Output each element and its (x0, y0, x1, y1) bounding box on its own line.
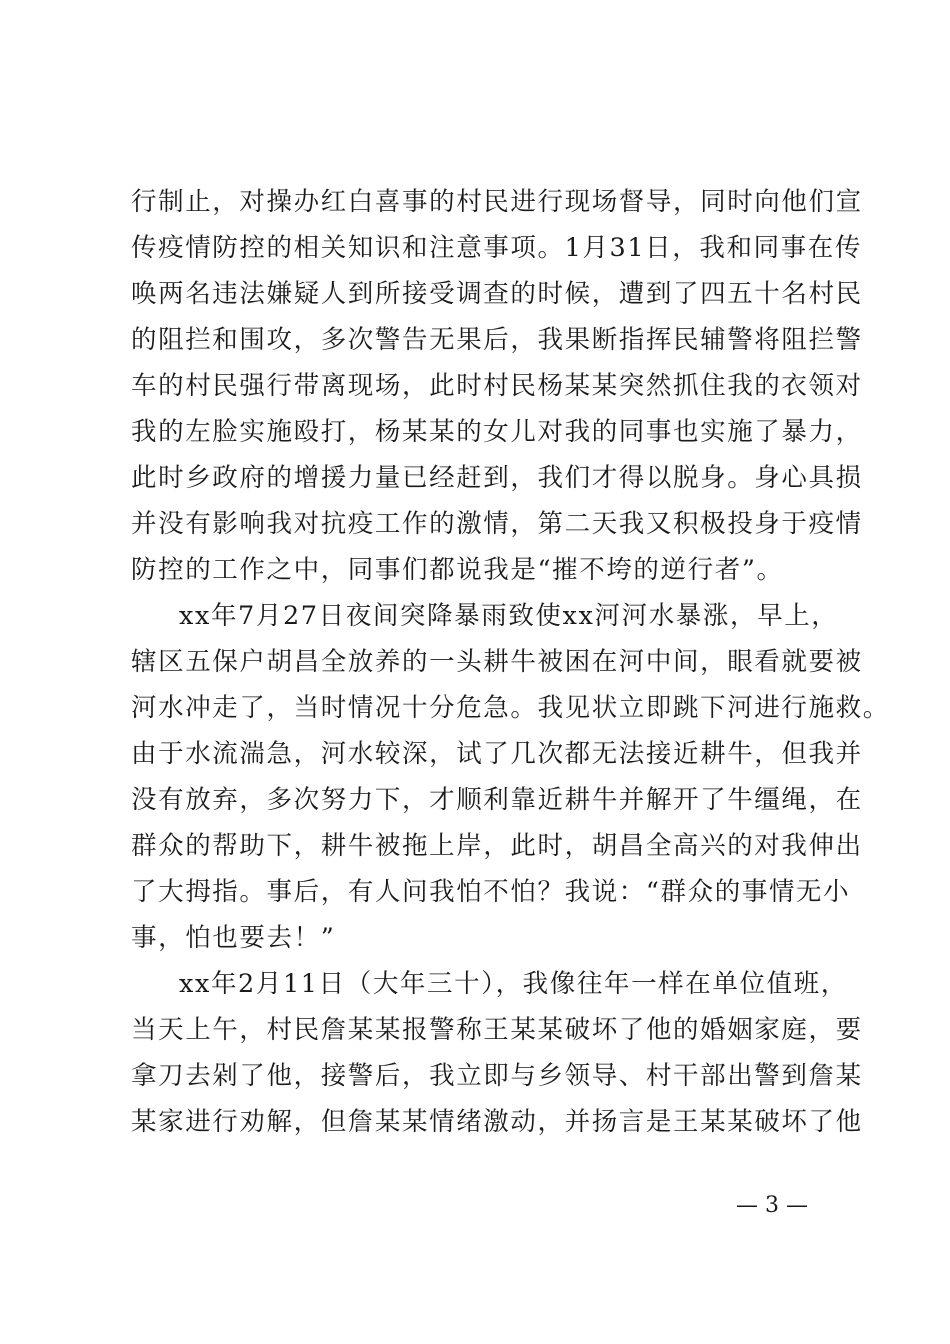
text-line: 辖区五保户胡昌全放养的一头耕牛被困在河中间，眼看就要被 (131, 647, 863, 677)
text-line: 的阻拦和围攻，多次警告无果后，我果断指挥民辅警将阻拦警 (131, 325, 863, 355)
text-line: 传疫情防控的相关知识和注意事项。1月31日，我和同事在传 (131, 233, 862, 263)
text-line: 某家进行劝解，但詹某某情绪激动，并扬言是王某某破坏了他 (131, 1107, 863, 1137)
paragraph-start-line: xx年7月27日夜间突降暴雨致使xx河河水暴涨，早上， (179, 601, 839, 631)
text-line: 行制止，对操办红白喜事的村民进行现场督导，同时向他们宣 (131, 187, 863, 217)
text-line: 唤两名违法嫌疑人到所接受调查的时候，遭到了四五十名村民 (131, 279, 863, 309)
text-line: 河水冲走了，当时情况十分危急。我见状立即跳下河进行施救。 (131, 693, 890, 723)
text-line: 并没有影响我对抗疫工作的激情，第二天我又积极投身于疫情 (131, 509, 863, 539)
text-line: 群众的帮助下，耕牛被拖上岸，此时，胡昌全高兴的对我伸出 (131, 831, 863, 861)
page-number: — 3 — (736, 1193, 808, 1218)
text-line: 由于水流湍急，河水较深，试了几次都无法接近耕牛，但我并 (131, 739, 863, 769)
text-line: 防控的工作之中，同事们都说我是“摧不垮的逆行者”。 (131, 555, 784, 585)
text-line: 此时乡政府的增援力量已经赶到，我们才得以脱身。身心具损 (131, 463, 863, 493)
text-line: 当天上午，村民詹某某报警称王某某破坏了他的婚姻家庭，要 (131, 1015, 863, 1045)
body-text (131, 179, 890, 1145)
text-line: 我的左脸实施殴打，杨某某的女儿对我的同事也实施了暴力， (131, 417, 863, 447)
text-line: 拿刀去剁了他，接警后，我立即与乡领导、村干部出警到詹某 (131, 1061, 863, 1091)
text-line: 了大拇指。事后，有人问我怕不怕？我说：“群众的事情无小 (131, 877, 851, 907)
text-line: 事，怕也要去！” (131, 923, 336, 953)
text-line: 没有放弃，多次努力下，才顺利靠近耕牛并解开了牛缰绳，在 (131, 785, 863, 815)
paragraph-start-line: xx年2月11日（大年三十），我像往年一样在单位值班， (179, 969, 848, 999)
text-line: 车的村民强行带离现场，此时村民杨某某突然抓住我的衣领对 (131, 371, 863, 401)
